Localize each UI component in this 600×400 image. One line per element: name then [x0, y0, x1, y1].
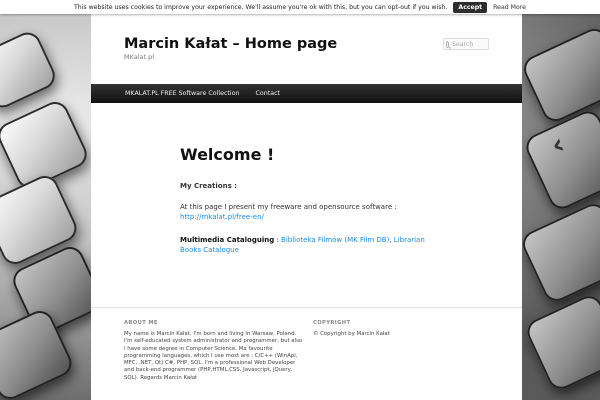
creations-label: My Creations : [180, 182, 237, 190]
copyright-widget [313, 320, 433, 338]
main-navigation [91, 84, 522, 103]
keyboard-key [523, 292, 600, 394]
cookie-consent-bar [0, 0, 600, 14]
cookie-message: This website uses cookies to improve your experience. We'll assume you're ok with this, but you can opt-out if you wish. [73, 3, 448, 11]
read-more-link[interactable]: Read More [493, 3, 526, 11]
film-library-link[interactable]: Biblioteka Filmów (MK Film DB) [281, 236, 390, 244]
accept-cookies-button[interactable]: Accept [453, 2, 487, 13]
main-content [180, 145, 450, 254]
search-icon [446, 41, 449, 48]
keyboard-key [518, 199, 600, 305]
site-description: MKalat.pl [124, 53, 155, 61]
arrow-key-glyph-icon: ‹ [546, 127, 569, 162]
about-widget-text: My name is Marcin Kałat, I'm born and living in Warsaw, Poland. I'm self-educated system administrator and programmer, but also I have some degree in Computer Science. Ma favourite programming languages, which I use most are : C/C++ (WinApi, MFC, .NET, Qt) C#, PHP, SQL. I'm a professional Web Developer and back-end programmer (PHP,HTML,CSS, Javascript, jQuery, SQL). Regards Marcin Kałat [124, 331, 303, 381]
keyboard-key [0, 28, 59, 112]
nav-item-contact[interactable]: Contact [255, 90, 280, 97]
copyright-text: © Copyright by Marcin Kałat [313, 331, 390, 337]
about-widget [124, 320, 304, 382]
footer-divider [91, 307, 522, 308]
site-title[interactable]: Marcin Kałat – Home page [124, 36, 338, 52]
page-container [91, 14, 522, 400]
search-box[interactable] [443, 38, 489, 50]
copyright-widget-title: COPYRIGHT [313, 320, 351, 326]
page-heading: Welcome ! [180, 145, 275, 164]
multimedia-separator: : [274, 236, 282, 244]
multimedia-label: Multimedia Cataloguing [180, 236, 275, 244]
books-catalogue-link[interactable]: Librarian Books Catalogue [180, 236, 425, 254]
about-widget-title: ABOUT ME [124, 320, 158, 326]
multimedia-paragraph [180, 235, 440, 255]
intro-paragraph [180, 202, 420, 222]
intro-text: At this page I present my freeware and opensource software : [180, 203, 397, 211]
search-input[interactable] [452, 41, 488, 48]
nav-item-free-software[interactable]: MKALAT.PL FREE Software Collection [125, 90, 240, 97]
free-software-link[interactable]: http://mkalat.pl/free-en/ [180, 213, 264, 221]
link-separator: , [389, 236, 394, 244]
